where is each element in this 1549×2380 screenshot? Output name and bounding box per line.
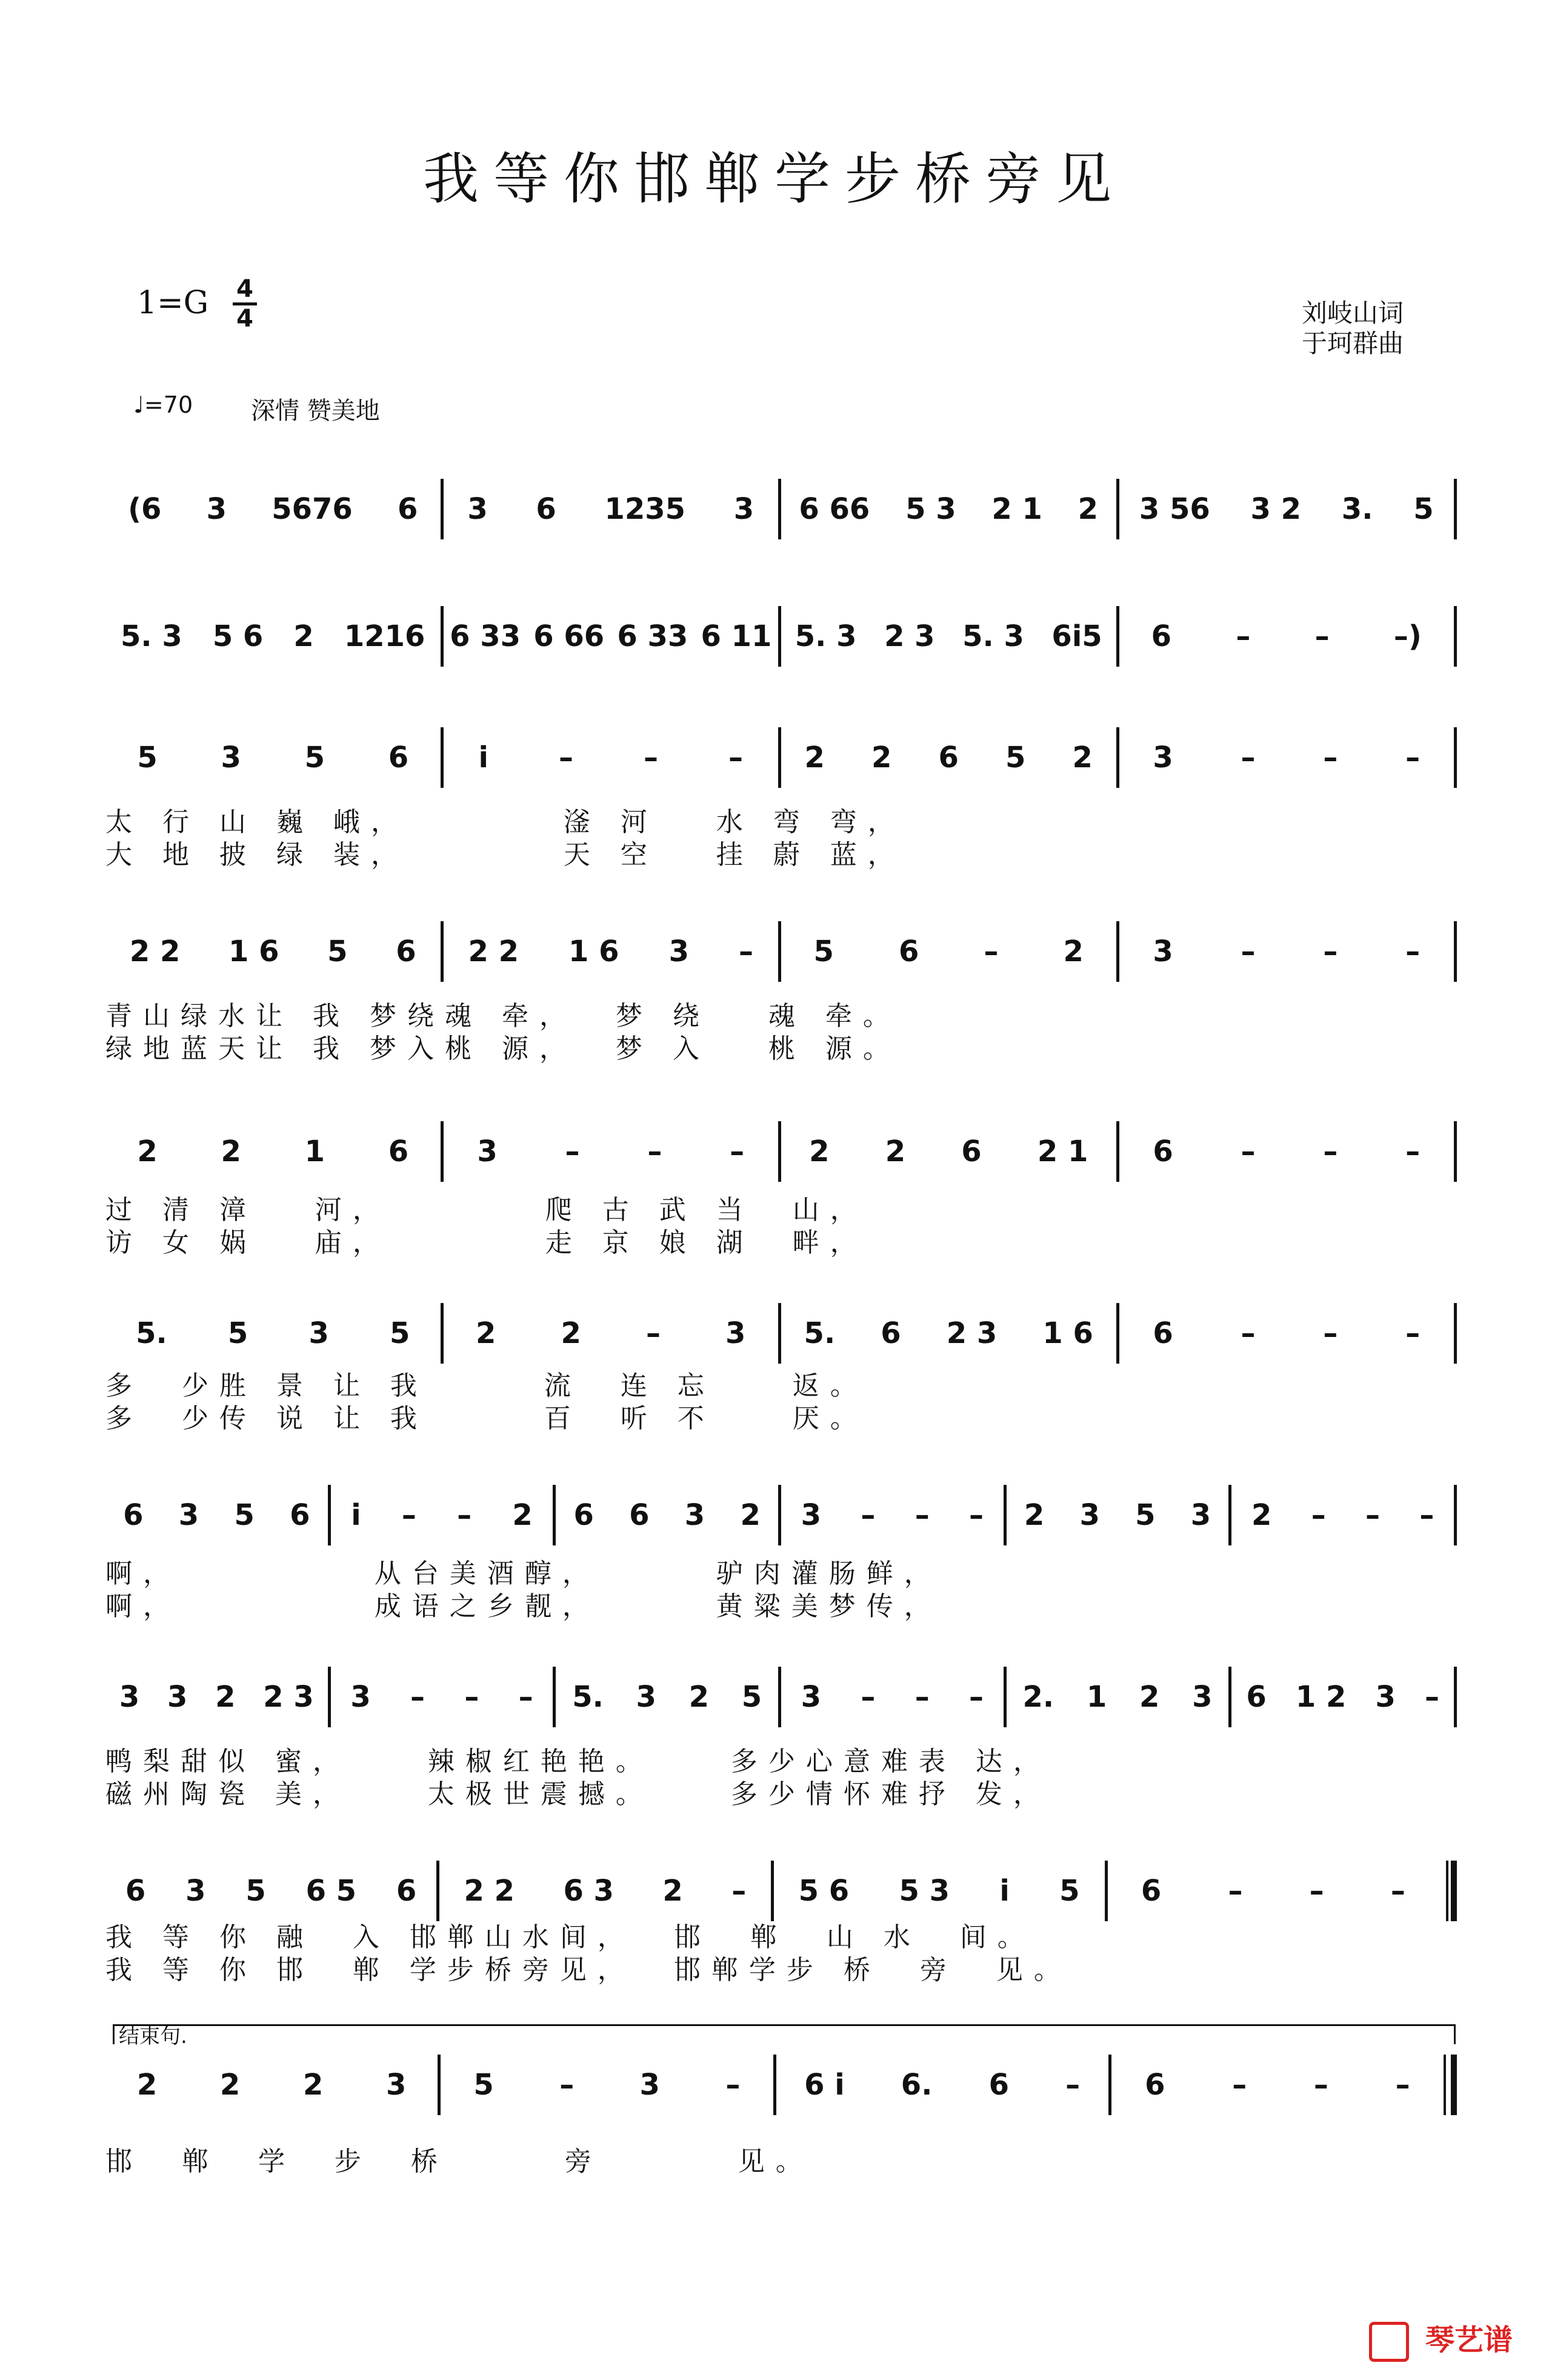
meter-bottom: 4 — [233, 302, 257, 332]
watermark — [1369, 2316, 1513, 2362]
note: 2 1 — [1037, 1135, 1088, 1168]
measure — [331, 1479, 553, 1552]
note: 2 — [136, 2068, 158, 2102]
note: – — [969, 1680, 984, 1714]
measure — [444, 721, 779, 794]
staff-row — [105, 600, 1457, 673]
note: 2 — [688, 1680, 710, 1714]
tempo-mark: ♩=70 — [133, 392, 193, 418]
note: 5 — [245, 1874, 266, 1908]
note: – — [1314, 619, 1330, 653]
barline — [1454, 727, 1457, 788]
note: 3 — [1190, 1498, 1211, 1532]
note: – — [1241, 741, 1256, 775]
measure — [781, 600, 1116, 673]
lyric-line: 磁州陶瓷 美， 太极世震撼。 多少情怀难抒 发， — [105, 1779, 1051, 1810]
note: 6 66 — [533, 619, 605, 653]
final-barline — [1444, 2055, 1457, 2115]
staff — [105, 1479, 1457, 1552]
note: 2 — [1072, 741, 1093, 775]
note: 2 — [885, 1135, 906, 1168]
lyric-line: 啊， 成语之乡靓， 黄粱美梦传， — [105, 1591, 942, 1622]
barline — [1454, 479, 1457, 539]
note: – — [861, 1680, 876, 1714]
note: 3 — [221, 741, 241, 775]
note: 3 — [801, 1498, 822, 1532]
note: 2 — [1139, 1680, 1160, 1714]
song-title: 我等你邯郸学步桥旁见 — [422, 147, 1126, 212]
measure — [1231, 1479, 1454, 1552]
measure — [556, 1661, 778, 1733]
note: 1 2 — [1295, 1680, 1347, 1714]
lyric-line: 访 女 娲 庙， 走 京 娘 湖 畔， — [105, 1227, 868, 1258]
note: – — [1313, 2068, 1328, 2102]
measure — [444, 1297, 779, 1370]
note: 5. — [136, 1316, 167, 1350]
note: 3 — [1375, 1680, 1396, 1714]
note: 3 — [350, 1680, 371, 1714]
note: i — [478, 741, 488, 775]
note: – — [558, 741, 573, 775]
note: – — [559, 2068, 575, 2102]
note: 6. — [901, 2068, 933, 2102]
note: – — [1232, 2068, 1247, 2102]
watermark-text: 琴艺谱 — [1425, 2323, 1513, 2357]
measure — [444, 600, 779, 673]
note: – — [1405, 935, 1421, 968]
staff-row — [105, 1115, 1457, 1188]
note: – — [731, 1874, 747, 1908]
note: 2 — [221, 1135, 241, 1168]
staff — [105, 915, 1457, 988]
measure — [781, 721, 1116, 794]
measure — [781, 1297, 1116, 1370]
note: 2 — [662, 1874, 683, 1908]
measure — [331, 1661, 553, 1733]
note: 2 3 — [884, 619, 935, 653]
lyric-line: 邯 郸 学 步 桥 旁 见。 — [105, 2146, 813, 2177]
note: 1 — [304, 1135, 325, 1168]
note: – — [730, 1135, 745, 1168]
lyricist-credit: 刘岐山词 — [1301, 298, 1404, 328]
note: 5 — [304, 741, 325, 775]
note: 3 — [1192, 1680, 1213, 1714]
note: – — [984, 935, 999, 968]
note: 6 — [388, 1135, 409, 1168]
note: 2 2 — [464, 1874, 515, 1908]
note: 6 — [536, 492, 556, 526]
note: 6 — [881, 1316, 901, 1350]
key-signature: 1=G — [137, 285, 209, 321]
measure — [1007, 1479, 1229, 1552]
measure — [1007, 1661, 1229, 1733]
note: 6 — [988, 2068, 1009, 2102]
composer-credit: 于珂群曲 — [1301, 328, 1404, 358]
note: –) — [1393, 619, 1422, 653]
note: 1 — [1086, 1680, 1107, 1714]
note: 5676 — [271, 492, 353, 526]
measure — [105, 915, 441, 988]
lyric-line: 我 等 你 融 入 邯郸山水间， 邯 郸 山 水 间。 — [105, 1922, 1035, 1953]
note: – — [457, 1498, 472, 1532]
note: 3 — [801, 1680, 822, 1714]
note: – — [645, 1316, 661, 1350]
note: 3 — [185, 1874, 206, 1908]
note: 6 i — [804, 2068, 845, 2102]
note: 2 — [215, 1680, 236, 1714]
note: 2 — [871, 741, 892, 775]
note: 2 — [740, 1498, 761, 1532]
note: – — [728, 741, 743, 775]
note: 3 — [467, 492, 488, 526]
note: – — [1241, 1135, 1256, 1168]
note: – — [410, 1680, 425, 1714]
measure — [1119, 915, 1454, 988]
note: 3 — [733, 492, 755, 526]
measure — [781, 1661, 1004, 1733]
lyric-line: 鸭梨甜似 蜜， 辣椒红艳艳。 多少心意难表 达， — [105, 1746, 1051, 1777]
measure — [444, 915, 779, 988]
note: – — [1405, 1135, 1421, 1168]
note: – — [969, 1498, 984, 1532]
note: 6 — [899, 935, 919, 968]
staff-row — [105, 2048, 1457, 2121]
measure — [1119, 600, 1454, 673]
note: 5 — [227, 1316, 248, 1350]
note: 3 — [308, 1316, 329, 1350]
staff-row — [105, 915, 1457, 988]
note: 2 3 — [946, 1316, 998, 1350]
barline — [1454, 1485, 1457, 1545]
note: 6 — [396, 935, 416, 968]
note: 2 — [137, 1135, 158, 1168]
measure — [105, 1661, 328, 1733]
note: 6 33 — [450, 619, 521, 653]
note: 6 — [1246, 1680, 1267, 1714]
note: – — [1323, 741, 1338, 775]
note: 6 — [1141, 1874, 1162, 1908]
note: 6 — [573, 1498, 594, 1532]
note: 5 — [327, 935, 348, 968]
note: 5 — [1005, 741, 1026, 775]
measure — [1111, 2048, 1444, 2121]
barline — [1454, 1667, 1457, 1727]
note: 1216 — [344, 619, 425, 653]
note: 3 56 — [1139, 492, 1210, 526]
measure — [105, 600, 441, 673]
note: – — [1323, 1135, 1338, 1168]
note: 2 2 — [468, 935, 519, 968]
note: 6 — [1145, 2068, 1165, 2102]
note: 6 — [398, 492, 418, 526]
measure — [105, 2048, 438, 2121]
note: – — [1241, 1316, 1256, 1350]
note: – — [1309, 1874, 1324, 1908]
note: 3 — [119, 1680, 140, 1714]
measure — [781, 915, 1116, 988]
barline — [1454, 1303, 1457, 1364]
measure — [444, 1115, 779, 1188]
note: 6 — [125, 1874, 146, 1908]
staff — [105, 1661, 1457, 1733]
note: 2 2 — [129, 935, 181, 968]
watermark-logo-icon — [1369, 2322, 1409, 2362]
note: 6 5 — [305, 1874, 357, 1908]
note: 3 — [1153, 935, 1173, 968]
measure — [1231, 1661, 1454, 1733]
note: 6 66 — [799, 492, 870, 526]
note: – — [1228, 1874, 1243, 1908]
staff — [105, 600, 1457, 673]
note: 3 — [477, 1135, 498, 1168]
measure — [776, 2048, 1108, 2121]
note: 5 6 — [798, 1874, 850, 1908]
staff — [105, 1297, 1457, 1370]
note: 6 11 — [701, 619, 772, 653]
staff-row — [105, 1297, 1457, 1370]
lyric-line: 过 清 漳 河， 爬 古 武 当 山， — [105, 1195, 868, 1225]
note: – — [1405, 741, 1421, 775]
note: 1235 — [604, 492, 686, 526]
staff — [105, 721, 1457, 794]
measure — [105, 1479, 328, 1552]
measure — [105, 721, 441, 794]
staff — [105, 2048, 1457, 2121]
lyric-line: 多 少胜 景 让 我 流 连 忘 返。 — [105, 1370, 868, 1401]
measure — [444, 473, 779, 545]
note: 6 3 — [563, 1874, 614, 1908]
lyric-line: 绿地蓝天让 我 梦入桃 源， 梦 入 桃 源。 — [105, 1033, 901, 1064]
note: 6 — [1151, 619, 1172, 653]
note: 1 6 — [568, 935, 619, 968]
note: 5 — [1135, 1498, 1156, 1532]
note: 5 3 — [905, 492, 956, 526]
note: 5 — [813, 935, 834, 968]
note: 5. — [804, 1316, 836, 1350]
note: 2 — [1063, 935, 1084, 968]
note: – — [1405, 1316, 1421, 1350]
lyric-line: 啊， 从台美酒醇， 驴肉灌肠鲜， — [105, 1558, 942, 1589]
staff — [105, 473, 1457, 545]
barline — [1454, 606, 1457, 667]
lyric-line: 太 行 山 巍 峨， 滏 河 水 弯 弯， — [105, 807, 905, 838]
note: 5. 3 — [962, 619, 1024, 653]
note: 5 6 — [212, 619, 264, 653]
expression-mark: 深情 赞美地 — [251, 397, 380, 425]
measure — [1108, 1855, 1439, 1927]
note: 6 — [1153, 1316, 1173, 1350]
staff-row — [105, 473, 1457, 545]
note: 5 — [137, 741, 158, 775]
note: 2 — [476, 1316, 496, 1350]
note: 3. — [1341, 492, 1373, 526]
note: 3 — [725, 1316, 746, 1350]
lyric-line: 多 少传 说 让 我 百 听 不 厌。 — [105, 1403, 868, 1434]
note: 3 — [178, 1498, 199, 1532]
note: 3 — [639, 2068, 660, 2102]
note: – — [643, 741, 658, 775]
note: 3 — [684, 1498, 705, 1532]
note: – — [1065, 2068, 1081, 2102]
note: 5. 3 — [794, 619, 857, 653]
note: 2 — [804, 741, 825, 775]
note: 2 — [1078, 492, 1099, 526]
staff-row — [105, 1661, 1457, 1733]
note: 6 — [938, 741, 959, 775]
note: 3 — [386, 2068, 407, 2102]
measure — [556, 1479, 778, 1552]
note: 5 — [741, 1680, 762, 1714]
note: 5 3 — [899, 1874, 950, 1908]
repeat-barline — [1439, 1861, 1457, 1921]
note: 5 — [1413, 492, 1434, 526]
lyric-line: 大 地 披 绿 装， 天 空 挂 蔚 蓝， — [105, 839, 905, 870]
note: 6 — [629, 1498, 650, 1532]
note: 3 — [206, 492, 227, 526]
note: 2 — [1251, 1498, 1272, 1532]
note: – — [861, 1498, 876, 1532]
measure — [105, 1297, 441, 1370]
measure — [1119, 1115, 1454, 1188]
lyric-line: 我 等 你 邯 郸 学步桥旁见， 邯郸学步 桥 旁 见。 — [105, 1955, 1071, 1985]
measure — [1119, 473, 1454, 545]
note: 2 — [1024, 1498, 1045, 1532]
note: 3 — [636, 1680, 656, 1714]
measure — [781, 1479, 1004, 1552]
measure — [1119, 1297, 1454, 1370]
measure — [1119, 721, 1454, 794]
note: – — [914, 1498, 930, 1532]
note: – — [738, 935, 753, 968]
measure — [441, 2048, 773, 2121]
note: 5 — [1059, 1874, 1080, 1908]
meter-top: 4 — [236, 275, 253, 303]
staff-row — [105, 1479, 1457, 1552]
note: 3 — [1153, 741, 1173, 775]
note: 2 3 — [263, 1680, 314, 1714]
staff — [105, 1115, 1457, 1188]
measure — [781, 1115, 1116, 1188]
barline — [1454, 1121, 1457, 1182]
measure — [781, 473, 1116, 545]
note: 2 — [561, 1316, 581, 1350]
note: – — [1365, 1498, 1381, 1532]
note: 5 — [234, 1498, 255, 1532]
note: – — [1323, 1316, 1338, 1350]
note: 3 — [1079, 1498, 1100, 1532]
note: – — [401, 1498, 416, 1532]
note: – — [647, 1135, 662, 1168]
note: – — [565, 1135, 580, 1168]
note: – — [1390, 1874, 1405, 1908]
note: – — [1241, 935, 1256, 968]
note: 6 — [1153, 1135, 1173, 1168]
note: 1 6 — [228, 935, 279, 968]
ending-label: 结束句. — [119, 2024, 187, 2048]
note: 5 — [390, 1316, 410, 1350]
time-signature — [233, 276, 257, 332]
note: – — [1395, 2068, 1410, 2102]
ending-bracket — [113, 2024, 1456, 2044]
note: 5. — [572, 1680, 604, 1714]
note: i — [351, 1498, 361, 1532]
note: 5. 3 — [121, 619, 182, 653]
note: 6 — [961, 1135, 982, 1168]
note: 6 — [290, 1498, 310, 1532]
staff-row — [105, 721, 1457, 794]
note: – — [464, 1680, 479, 1714]
note: – — [1311, 1498, 1326, 1532]
note: i — [999, 1874, 1010, 1908]
lyric-line: 青山绿水让 我 梦绕魂 牵， 梦 绕 魂 牵。 — [105, 1001, 901, 1032]
note: – — [725, 2068, 741, 2102]
note: – — [1419, 1498, 1434, 1532]
note: – — [1323, 935, 1338, 968]
note: 6 33 — [617, 619, 688, 653]
note: 2 — [512, 1498, 533, 1532]
note: (6 — [128, 492, 162, 526]
note: 2 — [219, 2068, 241, 2102]
note: 2 — [293, 619, 314, 653]
note: 6 — [123, 1498, 144, 1532]
note: 3 — [167, 1680, 188, 1714]
note: – — [914, 1680, 930, 1714]
note: – — [1236, 619, 1251, 653]
note: 6i5 — [1051, 619, 1102, 653]
note: 6 — [396, 1874, 417, 1908]
note: 3 2 — [1250, 492, 1302, 526]
note: 6 — [388, 741, 409, 775]
note: – — [518, 1680, 533, 1714]
measure — [105, 1115, 441, 1188]
note: 2. — [1022, 1680, 1054, 1714]
barline — [1454, 921, 1457, 982]
note: 1 6 — [1042, 1316, 1093, 1350]
note: 2 1 — [991, 492, 1042, 526]
measure — [105, 473, 441, 545]
note: 2 — [302, 2068, 324, 2102]
note: 5 — [473, 2068, 494, 2102]
note: 3 — [668, 935, 689, 968]
note: 2 — [809, 1135, 830, 1168]
note: – — [1424, 1680, 1439, 1714]
